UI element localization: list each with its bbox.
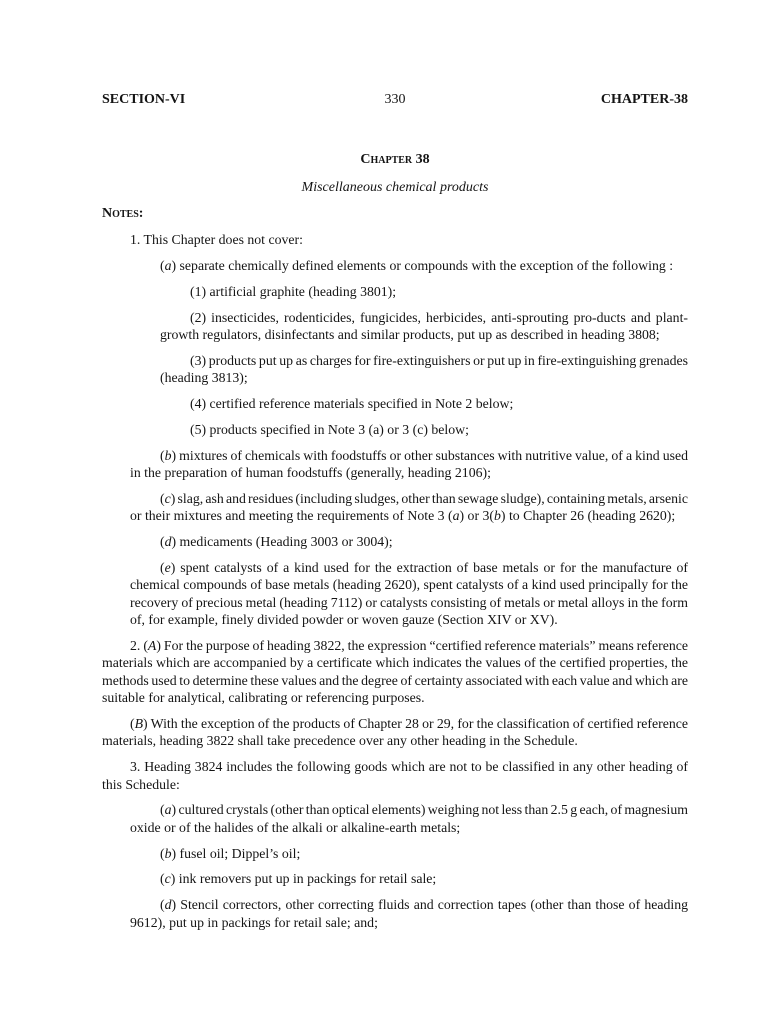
text-run: (heading 3813); [160, 370, 248, 386]
item-paragraph [102, 309, 688, 344]
text-line [102, 352, 688, 369]
chapter-label: CHAPTER-38 [600, 92, 688, 107]
text-run: 1. This Chapter does not cover: [130, 232, 303, 248]
text-line [102, 231, 688, 248]
running-header [102, 91, 688, 109]
text-line [102, 776, 688, 793]
text-run: ) fusel oil; Dippel’s oil; [171, 845, 301, 861]
italic-run: b [164, 447, 172, 463]
text-run: (2) insecticides, rodenticides, fungicides, herbicides, anti-sprouting pro-ducts and plant- [190, 309, 688, 325]
chapter-content [102, 151, 688, 931]
text-line [102, 896, 688, 913]
text-run: chemical compounds of base metals (heading 2620), spent catalysts of a kind used principally for the [130, 577, 688, 593]
text-line [102, 464, 688, 481]
italic-run: d [164, 534, 172, 550]
text-run: ) mixtures of chemicals with foodstuffs or other substances with nutritive value, of a kind used [171, 447, 688, 463]
text-line [102, 507, 688, 524]
clause-paragraph [102, 801, 688, 836]
italic-run: b [494, 508, 501, 524]
item-paragraph [102, 395, 688, 412]
clause-paragraph [102, 896, 688, 931]
item-paragraph [102, 283, 688, 300]
chapter-title: Miscellaneous chemical products [301, 180, 489, 196]
text-run: ) ink removers put up in packings for retail sale; [170, 871, 437, 887]
item-paragraph [102, 421, 688, 438]
notes-body [102, 231, 688, 931]
text-run: oxide or of the halides of the alkali or alkaline-earth metals; [130, 819, 461, 835]
text-run: growth regulators, disinfectants and similar products, put up as described in heading 3808; [160, 326, 660, 342]
text-line [102, 421, 688, 438]
text-run: ) Stencil correctors, other correcting fluids and correction tapes (other than those of heading [171, 897, 688, 913]
clause-paragraph [102, 559, 688, 629]
text-run: ) With the exception of the products of Chapter 28 or 29, for the classification of certified reference [143, 715, 688, 731]
text-run: 2. ( [130, 637, 148, 653]
text-line [102, 594, 688, 611]
text-run: ( [160, 802, 165, 818]
section-label: SECTION-VI [102, 92, 186, 107]
text-run: materials which are accompanied by a certificate which indicates the values of the certified properties, the [102, 655, 688, 671]
chapter-heading: Chapter 38 [360, 152, 430, 168]
text-line [102, 447, 688, 464]
text-line [102, 715, 688, 732]
text-line [102, 369, 688, 386]
clause-paragraph [102, 533, 688, 550]
italic-run: A [147, 637, 157, 653]
italic-run: d [164, 897, 172, 913]
text-run: methods used to determine these values and the degree of certainty associated with each value and which are [102, 672, 688, 688]
note-paragraph [102, 715, 688, 750]
text-run: ( [160, 559, 165, 575]
text-run: ) or 3( [459, 508, 494, 524]
italic-run: a [164, 802, 172, 818]
text-run: recovery of precious metal (heading 7112) or catalysts consisting of metals or metal alloys in the form [130, 594, 688, 610]
text-run: ( [160, 447, 165, 463]
text-line [102, 309, 688, 326]
text-line [102, 611, 688, 628]
note-paragraph [102, 758, 688, 793]
clause-paragraph [102, 490, 688, 525]
text-line [102, 326, 688, 343]
clause-paragraph [102, 447, 688, 482]
text-line [102, 672, 688, 689]
text-run: (3) products put up as charges for fire-extinguishers or put up in fire-extinguishing grenades [190, 352, 688, 368]
text-run: or their mixtures and meeting the requirements of Note 3 ( [130, 508, 453, 524]
text-line [102, 395, 688, 412]
text-line [102, 637, 688, 654]
italic-run: c [164, 490, 171, 506]
text-line [102, 490, 688, 507]
text-run: materials, heading 3822 shall take precedence over any other heading in the Schedule. [102, 733, 578, 749]
text-run: ) cultured crystals (other than optical elements) weighing not less than 2.5 g each, of magnesium [171, 802, 688, 818]
text-line [102, 758, 688, 775]
text-line [102, 689, 688, 706]
clause-paragraph [102, 257, 688, 274]
clause-paragraph [102, 845, 688, 862]
text-line [102, 654, 688, 671]
item-paragraph [102, 352, 688, 387]
text-run: ( [160, 871, 165, 887]
page-number: 330 [384, 92, 406, 107]
note-paragraph [102, 637, 688, 707]
text-run: ( [160, 897, 165, 913]
text-run: in the preparation of human foodstuffs (generally, heading 2106); [130, 465, 491, 481]
text-run: ( [160, 534, 165, 550]
text-run: of, for example, finely divided powder or woven gauze (Section XIV or XV). [130, 612, 558, 628]
italic-run: a [164, 257, 172, 273]
text-run: ) For the purpose of heading 3822, the expression “certified reference materials” means reference [156, 637, 688, 653]
italic-run: c [164, 871, 171, 887]
text-run: (1) artificial graphite (heading 3801); [190, 283, 397, 299]
text-run: ) slag, ash and residues (including sludges, other than sewage sludge), containing metals, arsenic [170, 490, 688, 506]
text-run: (5) products specified in Note 3 (a) or 3 (c) below; [190, 421, 469, 437]
text-line [102, 576, 688, 593]
text-run: 9612), put up in packings for retail sale; and; [130, 914, 378, 930]
text-run: ) separate chemically defined elements or compounds with the exception of the following : [171, 257, 674, 273]
italic-run: e [164, 559, 171, 575]
text-line [102, 732, 688, 749]
text-line [102, 845, 688, 862]
text-run: 3. Heading 3824 includes the following goods which are not to be classified in any other heading of [130, 759, 688, 775]
text-run: ) to Chapter 26 (heading 2620); [500, 508, 676, 524]
text-line [102, 283, 688, 300]
italic-run: b [164, 845, 172, 861]
text-run: suitable for analytical, calibrating or referencing purposes. [102, 690, 425, 706]
text-run: ( [160, 845, 165, 861]
text-run: ( [160, 257, 165, 273]
text-run: ( [130, 715, 135, 731]
text-line [102, 801, 688, 818]
text-run: (4) certified reference materials specified in Note 2 below; [190, 396, 514, 412]
text-line [102, 559, 688, 576]
text-line [102, 533, 688, 550]
text-line [102, 870, 688, 887]
text-run: ) medicaments (Heading 3003 or 3004); [171, 534, 393, 550]
text-run: this Schedule: [102, 776, 180, 792]
text-line [102, 257, 688, 274]
text-run: ( [160, 490, 165, 506]
italic-run: a [452, 508, 460, 524]
note-paragraph [102, 231, 688, 248]
text-run: ) spent catalysts of a kind used for the extraction of base metals or for the manufacture of [170, 559, 688, 575]
notes-label: Notes: [102, 206, 144, 222]
italic-run: B [134, 715, 144, 731]
text-line [102, 914, 688, 931]
clause-paragraph [102, 870, 688, 887]
text-line [102, 819, 688, 836]
